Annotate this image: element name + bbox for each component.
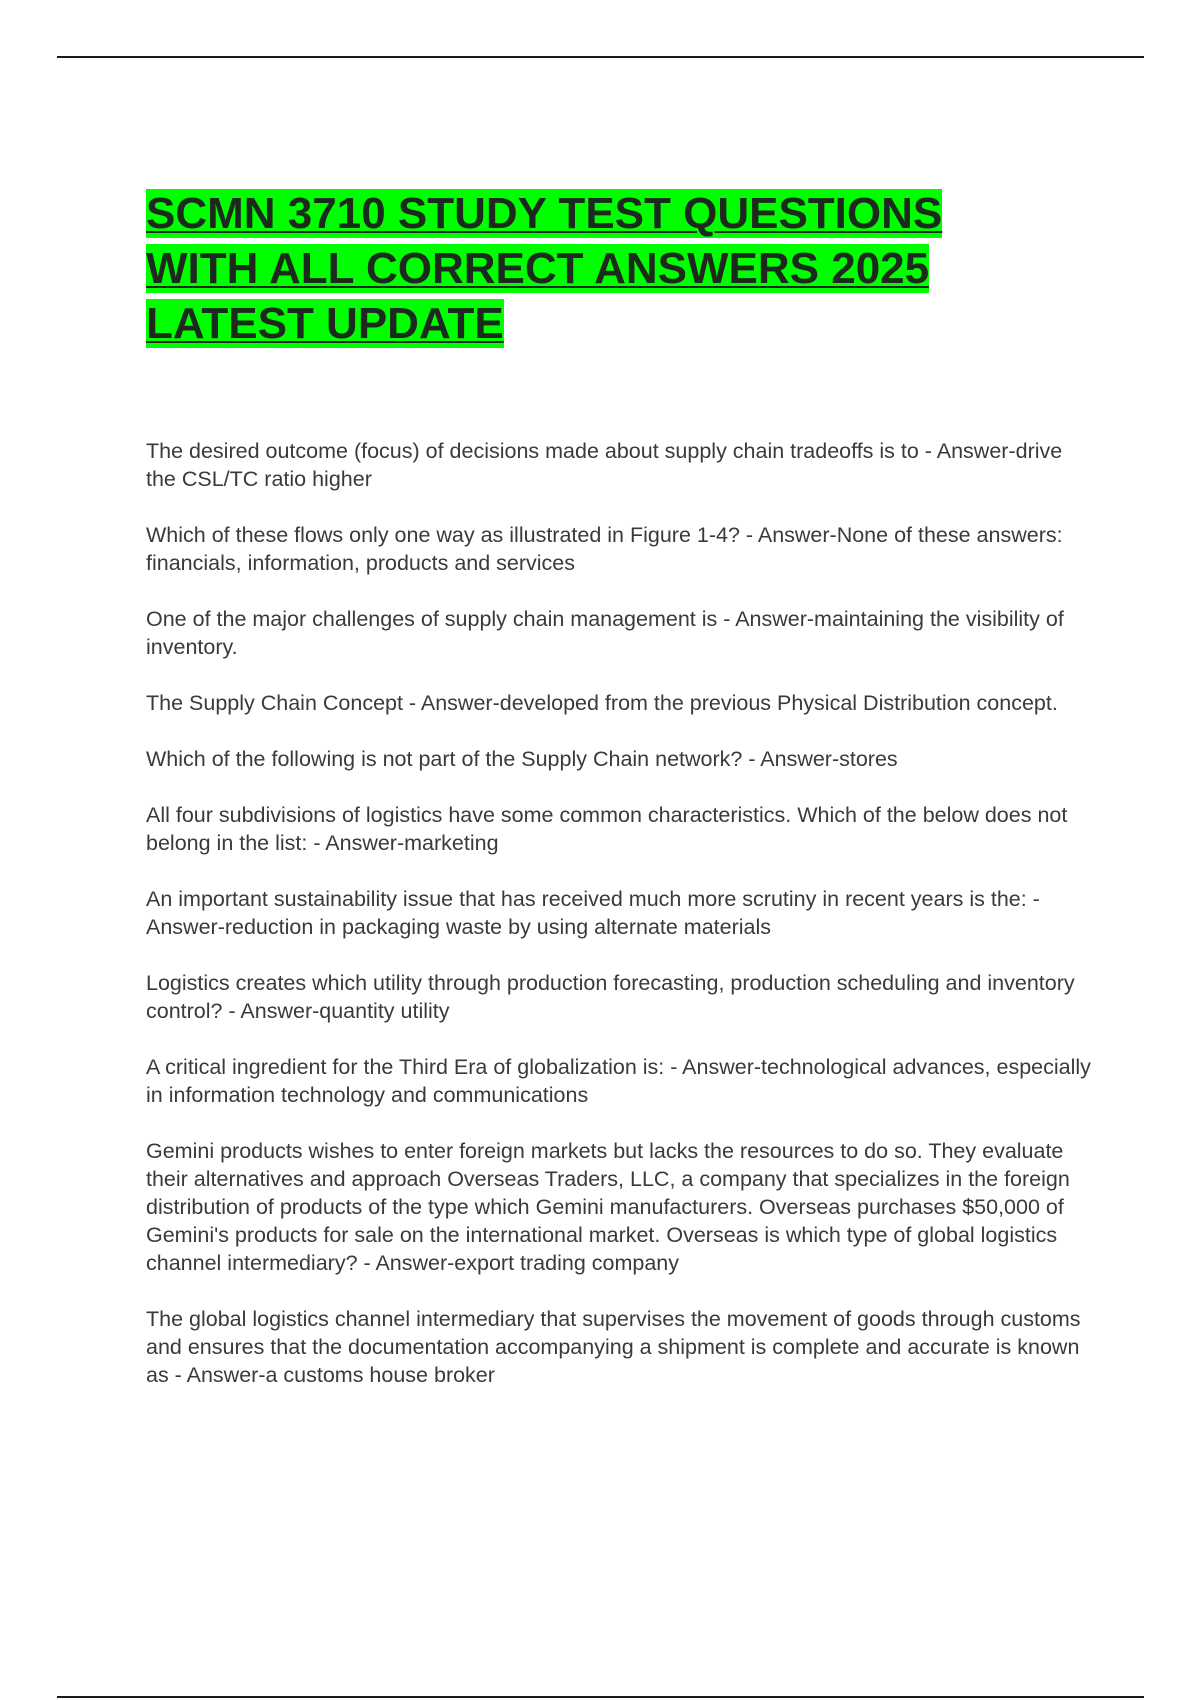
qa-item: A critical ingredient for the Third Era of globalization is: - Answer-technological advances, especially in information technology and communications bbox=[146, 1055, 1091, 1107]
qa-item: An important sustainability issue that has received much more scrutiny in recent years is the: - Answer-reduction in packaging waste by using alternate materials bbox=[146, 887, 1040, 939]
title-line: LATEST UPDATE bbox=[146, 299, 504, 348]
title-line: WITH ALL CORRECT ANSWERS 2025 bbox=[146, 244, 930, 293]
qa-item: One of the major challenges of supply chain management is - Answer-maintaining the visibility of inventory. bbox=[146, 607, 1064, 659]
qa-item: The desired outcome (focus) of decisions made about supply chain tradeoffs is to - Answer-drive the CSL/TC ratio higher bbox=[146, 439, 1063, 491]
document-title bbox=[146, 186, 1096, 351]
qa-item: All four subdivisions of logistics have some common characteristics. Which of the below does not belong in the list: - Answer-marketing bbox=[146, 803, 1068, 855]
bottom-rule bbox=[57, 1696, 1144, 1698]
qa-item: Gemini products wishes to enter foreign markets but lacks the resources to do so. They evaluate their alternatives and approach Overseas Traders, LLC, a company that specializes in the foreign distribution of products of the type which Gemini manufacturers. Overseas purchases $50,000 of Gemini's products for sale on the international market. Overseas is which type of global logistics channel intermediary? - Answer-export trading company bbox=[146, 1139, 1070, 1275]
qa-item: Logistics creates which utility through production forecasting, production scheduling and inventory control? - Answer-quantity utility bbox=[146, 971, 1075, 1023]
question-answer-list bbox=[146, 437, 1096, 1389]
qa-item: Which of the following is not part of the Supply Chain network? - Answer-stores bbox=[146, 747, 898, 771]
top-rule bbox=[57, 56, 1144, 58]
qa-item: The global logistics channel intermediary that supervises the movement of goods through customs and ensures that the documentation accompanying a shipment is complete and accurate is known as - Answer-a customs house broker bbox=[146, 1307, 1081, 1387]
qa-item: Which of these flows only one way as illustrated in Figure 1-4? - Answer-None of these answers: financials, information, products and services bbox=[146, 523, 1063, 575]
qa-item: The Supply Chain Concept - Answer-developed from the previous Physical Distribution concept. bbox=[146, 691, 1058, 715]
document-body bbox=[146, 186, 1096, 1417]
title-line: SCMN 3710 STUDY TEST QUESTIONS bbox=[146, 189, 943, 238]
